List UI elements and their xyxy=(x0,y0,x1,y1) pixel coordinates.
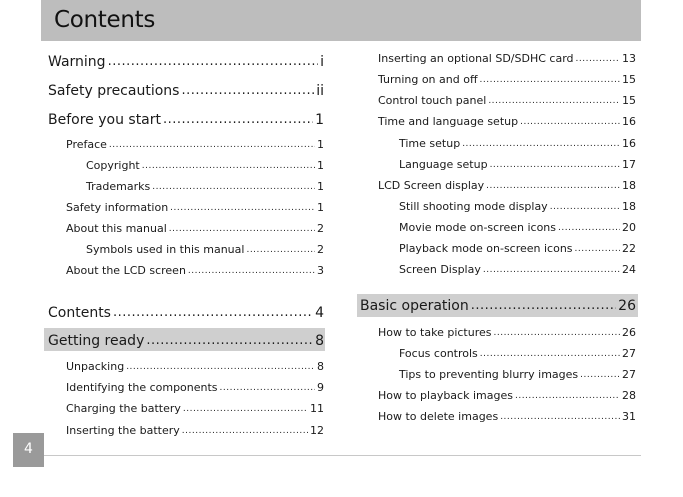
toc-entry-title: Safety precautions xyxy=(48,83,180,99)
toc-dot-leader xyxy=(480,72,620,87)
toc-entry-page: 11 xyxy=(310,402,324,415)
toc-entry-page: 18 xyxy=(622,200,636,213)
toc-entry-title: Tips to preventing blurry images xyxy=(399,368,579,381)
toc-entry[interactable] xyxy=(399,347,636,361)
toc-entry-title: Screen Display xyxy=(399,263,481,276)
toc-entry-page: 18 xyxy=(622,179,636,192)
page-number: 4 xyxy=(24,441,33,457)
toc-entry[interactable] xyxy=(66,222,324,236)
toc-entry-page: 27 xyxy=(622,368,636,381)
toc-dot-leader xyxy=(488,93,620,108)
toc-dot-leader xyxy=(550,199,620,214)
toc-entry[interactable] xyxy=(378,179,636,193)
toc-entry-page: 31 xyxy=(622,410,636,423)
toc-entry[interactable] xyxy=(399,158,636,172)
toc-entry[interactable] xyxy=(378,94,636,108)
toc-entry-page: 1 xyxy=(317,201,324,214)
toc-entry-title: Still shooting mode display xyxy=(399,200,548,213)
toc-entry-page: 1 xyxy=(317,180,324,193)
toc-dot-leader xyxy=(113,303,313,322)
toc-entry-page: 16 xyxy=(622,115,636,128)
toc-dot-leader xyxy=(575,241,620,256)
toc-dot-leader xyxy=(520,114,620,129)
toc-entry-title: About the LCD screen xyxy=(66,264,186,277)
toc-entry-page: 1 xyxy=(317,138,324,151)
toc-entry[interactable] xyxy=(66,402,324,416)
toc-dot-leader xyxy=(109,137,315,152)
toc-entry-page: 17 xyxy=(622,158,636,171)
toc-entry[interactable] xyxy=(48,111,324,129)
toc-entry[interactable] xyxy=(378,73,636,87)
toc-entry-title: Language setup xyxy=(399,158,488,171)
toc-entry-title: Preface xyxy=(66,138,107,151)
toc-entry-title: Contents xyxy=(48,305,111,321)
toc-dot-leader xyxy=(462,136,620,151)
toc-entry[interactable] xyxy=(48,53,324,71)
toc-entry[interactable] xyxy=(378,410,636,424)
toc-entry-page: 2 xyxy=(317,222,324,235)
toc-entry-title: Symbols used in this manual xyxy=(86,243,245,256)
toc-entry-title: Charging the battery xyxy=(66,402,181,415)
toc-dot-leader xyxy=(181,81,314,100)
toc-dot-leader xyxy=(170,200,315,215)
toc-entry-page: 22 xyxy=(622,242,636,255)
toc-entry[interactable] xyxy=(399,263,636,277)
toc-entry-title: Control touch panel xyxy=(378,94,487,107)
header-bar xyxy=(41,0,641,41)
toc-entry-page: 28 xyxy=(622,389,636,402)
toc-dot-leader xyxy=(188,263,315,278)
toc-dot-leader xyxy=(558,220,620,235)
toc-entry-page: 12 xyxy=(310,424,324,437)
toc-entry[interactable] xyxy=(360,297,636,315)
toc-entry-title: Trademarks xyxy=(86,180,151,193)
toc-entry-page: 8 xyxy=(315,333,324,349)
toc-entry-title: Identifying the components xyxy=(66,381,218,394)
toc-entry-title: Warning xyxy=(48,54,106,70)
toc-entry-page: 2 xyxy=(317,243,324,256)
toc-dot-leader xyxy=(126,359,315,374)
toc-dot-leader xyxy=(183,401,308,416)
toc-entry[interactable] xyxy=(86,243,324,257)
toc-entry[interactable] xyxy=(66,360,324,374)
toc-entry-title: Playback mode on-screen icons xyxy=(399,242,573,255)
toc-entry-title: Time and language setup xyxy=(378,115,519,128)
toc-entry-page: 24 xyxy=(622,263,636,276)
toc-entry-title: Basic operation xyxy=(360,298,469,314)
toc-dot-leader xyxy=(486,178,620,193)
toc-entry-page: 1 xyxy=(317,159,324,172)
page-number-tab xyxy=(13,433,44,467)
toc-dot-leader xyxy=(490,157,620,172)
toc-entry[interactable] xyxy=(378,52,636,66)
toc-entry-title: How to playback images xyxy=(378,389,513,402)
toc-entry[interactable] xyxy=(399,242,636,256)
toc-entry-page: i xyxy=(320,54,324,70)
toc-entry-page: 1 xyxy=(315,112,324,128)
toc-entry[interactable] xyxy=(86,159,324,173)
toc-entry[interactable] xyxy=(66,424,324,438)
toc-entry-title: Before you start xyxy=(48,112,162,128)
toc-entry[interactable] xyxy=(66,201,324,215)
toc-entry-page: 13 xyxy=(622,52,636,65)
toc-entry-page: 26 xyxy=(618,298,636,314)
toc-entry-title: Turning on and off xyxy=(378,73,478,86)
toc-entry-page: 15 xyxy=(622,73,636,86)
toc-entry-page: 3 xyxy=(317,264,324,277)
toc-entry[interactable] xyxy=(399,200,636,214)
toc-entry[interactable] xyxy=(378,115,636,129)
toc-dot-leader xyxy=(576,51,620,66)
toc-dot-leader xyxy=(220,380,315,395)
toc-entry-title: How to delete images xyxy=(378,410,499,423)
toc-entry-page: 16 xyxy=(622,137,636,150)
toc-entry-page: 15 xyxy=(622,94,636,107)
toc-entry-title: Copyright xyxy=(86,159,140,172)
toc-entry[interactable] xyxy=(86,180,324,194)
toc-dot-leader xyxy=(163,110,313,129)
toc-entry-title: Time setup xyxy=(399,137,461,150)
toc-entry-page: 4 xyxy=(315,305,324,321)
toc-entry-title: Inserting an optional SD/SDHC card xyxy=(378,52,574,65)
toc-entry-page: ii xyxy=(316,83,324,99)
toc-dot-leader xyxy=(169,221,315,236)
toc-dot-leader xyxy=(480,346,620,361)
toc-entry-page: 20 xyxy=(622,221,636,234)
toc-dot-leader xyxy=(182,423,308,438)
toc-entry[interactable] xyxy=(66,264,324,278)
toc-dot-leader xyxy=(146,331,313,350)
toc-entry-title: LCD Screen display xyxy=(378,179,485,192)
toc-entry[interactable] xyxy=(48,332,324,350)
toc-dot-leader xyxy=(483,262,620,277)
toc-entry[interactable] xyxy=(399,368,636,382)
toc-entry[interactable] xyxy=(48,82,324,100)
toc-entry-page: 26 xyxy=(622,326,636,339)
toc-dot-leader xyxy=(152,179,315,194)
toc-dot-leader xyxy=(246,242,315,257)
toc-dot-leader xyxy=(471,296,616,315)
toc-entry-title: Getting ready xyxy=(48,333,145,349)
toc-entry[interactable] xyxy=(66,138,324,152)
toc-dot-leader xyxy=(142,158,315,173)
toc-entry-page: 8 xyxy=(317,360,324,373)
toc-entry-page: 27 xyxy=(622,347,636,360)
footer-divider xyxy=(44,455,641,456)
toc-entry[interactable] xyxy=(378,326,636,340)
toc-entry-title: Safety information xyxy=(66,201,169,214)
toc-dot-leader xyxy=(493,325,620,340)
toc-entry-title: About this manual xyxy=(66,222,167,235)
toc-entry-title: Unpacking xyxy=(66,360,125,373)
toc-entry[interactable] xyxy=(378,389,636,403)
page-title: Contents xyxy=(54,7,156,33)
toc-entry[interactable] xyxy=(48,304,324,322)
toc-entry-title: Movie mode on-screen icons xyxy=(399,221,557,234)
toc-dot-leader xyxy=(515,388,620,403)
toc-dot-leader xyxy=(500,409,620,424)
toc-entry[interactable] xyxy=(399,137,636,151)
toc-entry[interactable] xyxy=(66,381,324,395)
toc-entry-title: Inserting the battery xyxy=(66,424,180,437)
toc-entry-title: Focus controls xyxy=(399,347,478,360)
toc-entry[interactable] xyxy=(399,221,636,235)
toc-dot-leader xyxy=(580,367,620,382)
toc-entry-title: How to take pictures xyxy=(378,326,492,339)
toc-dot-leader xyxy=(108,52,319,71)
toc-entry-page: 9 xyxy=(317,381,324,394)
